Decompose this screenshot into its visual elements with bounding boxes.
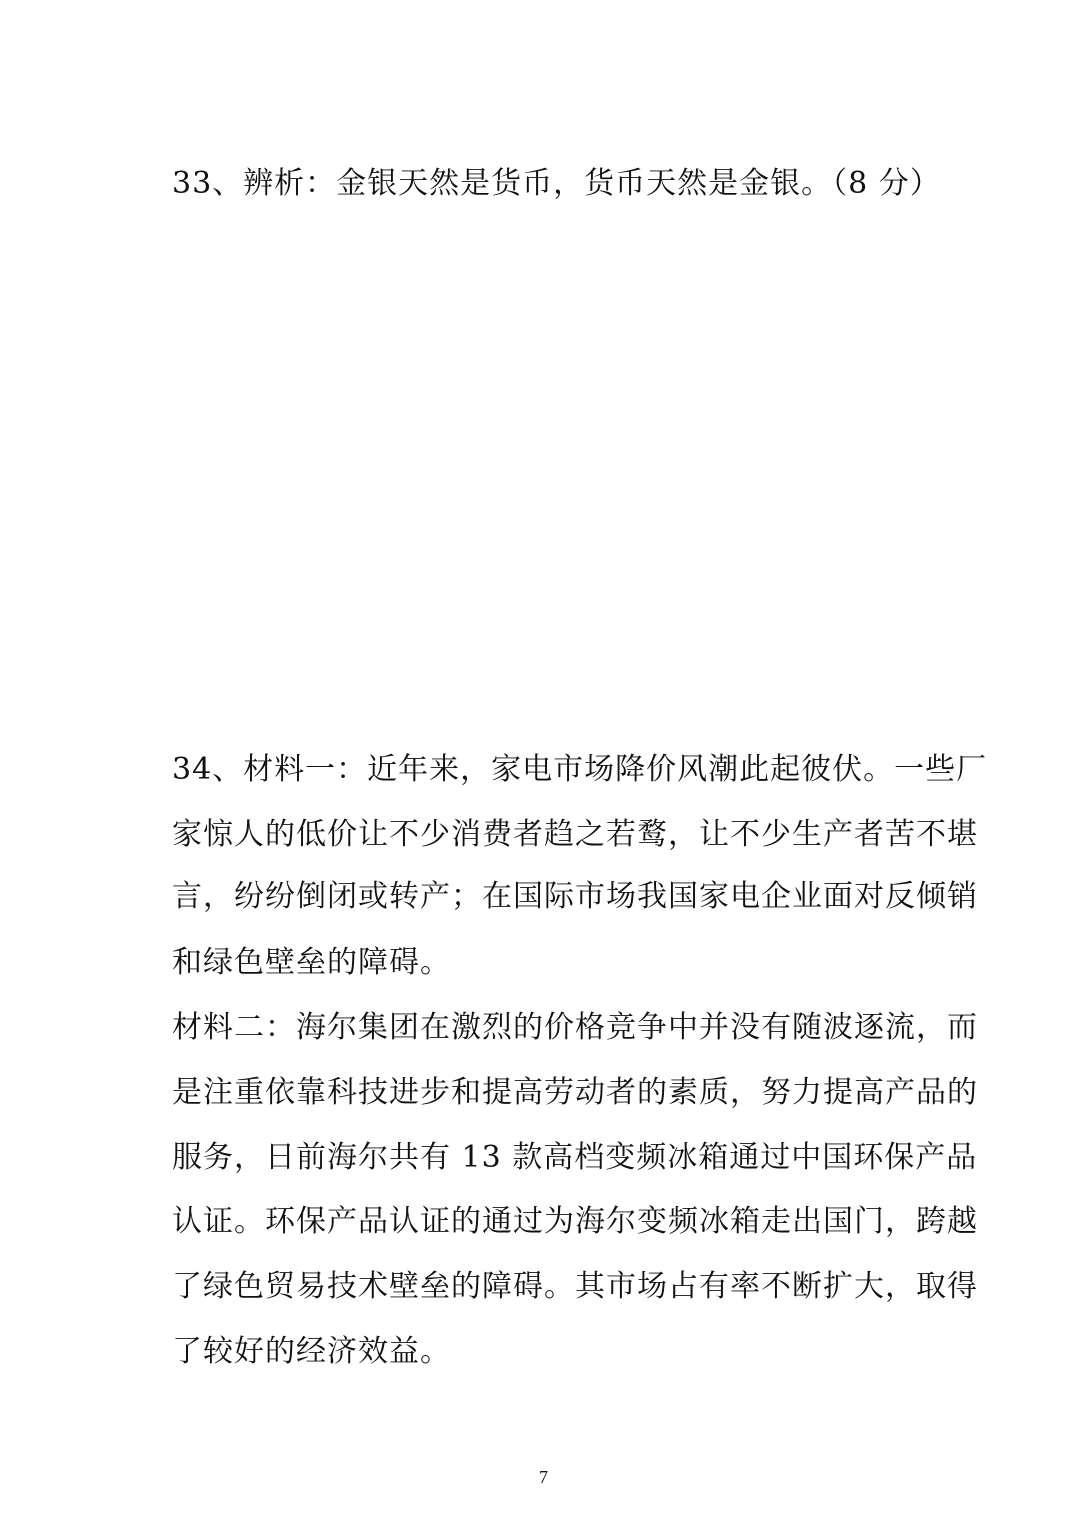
page-number: 7 (539, 1467, 548, 1487)
material-2-line: 了绿色贸易技术壁垒的障碍。其市场占有率不断扩大，取得 (172, 1269, 978, 1304)
question-33-text: 33、辨析：金银天然是货币，货币天然是金银。（8 分） (172, 166, 941, 201)
material-2-line: 服务，日前海尔共有 13 款高档变频冰箱通过中国环保产品 (172, 1140, 978, 1175)
material-1-line: 34、材料一：近年来，家电市场降价风潮此起彼伏。一些厂 (172, 752, 988, 787)
material-2-line: 了较好的经济效益。 (172, 1334, 451, 1369)
material-1-line: 家惊人的低价让不少消费者趋之若鹜，让不少生产者苦不堪 (172, 817, 978, 852)
material-2-line: 是注重依靠科技进步和提高劳动者的素质，努力提高产品的 (172, 1075, 978, 1110)
material-1-line: 和绿色壁垒的障碍。 (172, 945, 451, 980)
material-2-line: 材料二：海尔集团在激烈的价格竞争中并没有随波逐流，而 (172, 1010, 978, 1045)
material-1-line: 言，纷纷倒闭或转产；在国际市场我国家电企业面对反倾销 (172, 879, 978, 914)
material-2-line: 认证。环保产品认证的通过为海尔变频冰箱走出国门，跨越 (172, 1204, 978, 1239)
